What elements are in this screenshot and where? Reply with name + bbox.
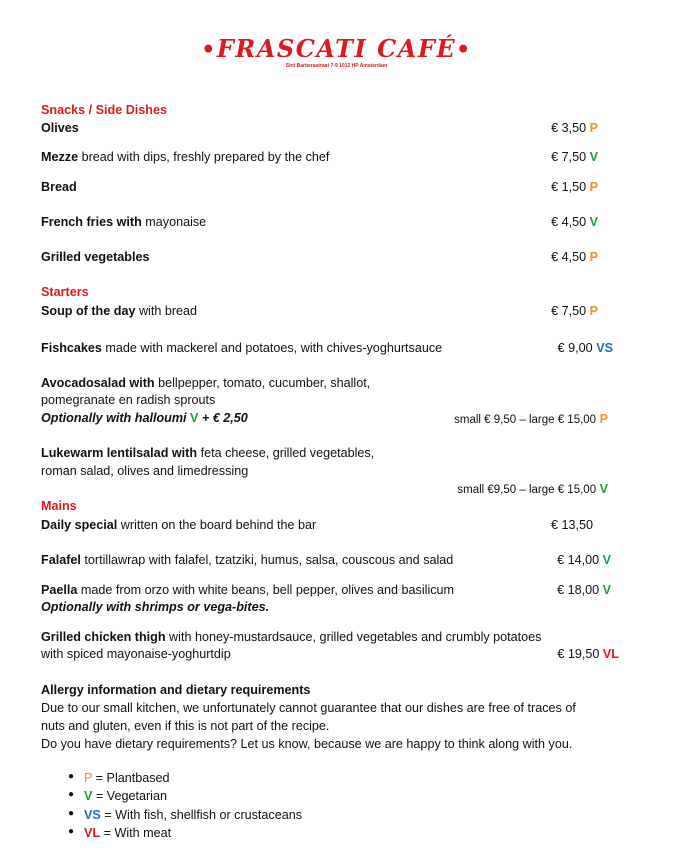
- item-desc: feta cheese, grilled vegetables,: [197, 446, 375, 460]
- item-avocadosalad: [41, 376, 370, 390]
- item-soup: [41, 304, 197, 318]
- price-value: € 14,00: [557, 553, 600, 567]
- diet-tag: P: [589, 121, 598, 135]
- price-value: € 4,50: [551, 250, 587, 264]
- item-lentilsalad-line2: roman salad, olives and limedressing: [41, 464, 249, 478]
- item-name: Soup of the day: [41, 304, 136, 318]
- item-grilled-vegetables: [41, 250, 150, 264]
- item-fries: [41, 215, 206, 229]
- legend-text: = Vegetarian: [92, 789, 167, 803]
- item-bread: [41, 180, 77, 194]
- item-name: Lukewarm lentilsalad with: [41, 446, 198, 460]
- logo-text: FRASCATI CAFÉ: [216, 34, 457, 63]
- diet-tag: VS: [596, 341, 613, 355]
- section-starters: Starters: [41, 285, 89, 299]
- item-name: Grilled vegetables: [41, 250, 150, 264]
- price-value: € 1,50: [551, 180, 587, 194]
- legend-code: VS: [84, 808, 101, 822]
- price-falafel: [557, 553, 611, 567]
- allergy-line-3: Do you have dietary requirements? Let us know, because we are happy to think along with you.: [41, 737, 573, 751]
- price-value: small €9,50 – large € 15,00: [457, 484, 597, 496]
- price-value: € 18,00: [557, 583, 600, 597]
- price-lentilsalad: [457, 482, 608, 496]
- item-desc: mayonaise: [141, 215, 207, 229]
- item-name: Avocadosalad with: [41, 376, 155, 390]
- legend-code: P: [84, 771, 93, 785]
- section-mains: Mains: [41, 499, 77, 513]
- diet-tag: V: [589, 150, 598, 164]
- legend-plantbased: [68, 771, 170, 785]
- cafe-address: Sint Barberastraat 7-9 1012 HP Amsterdam: [285, 63, 388, 69]
- diet-tag: P: [589, 304, 598, 318]
- item-name: Fishcakes: [41, 341, 102, 355]
- item-paella-option: Optionally with shrimps or vega-bites.: [41, 600, 270, 614]
- item-desc: with bread: [135, 304, 198, 318]
- legend-code: V: [84, 789, 93, 803]
- price-bread: [551, 180, 598, 194]
- price-value: € 3,50: [551, 121, 587, 135]
- legend-text: = Plantbased: [92, 771, 170, 785]
- legend-meat: [68, 826, 172, 840]
- item-avocadosalad-line2: pomegranate en radish sprouts: [41, 393, 216, 407]
- price-avocadosalad: [454, 412, 608, 426]
- legend-text: = With fish, shellfish or crustaceans: [100, 808, 303, 822]
- item-name: Falafel: [41, 553, 81, 567]
- price-chicken-thigh: [557, 647, 619, 661]
- item-name: Daily special: [41, 518, 118, 532]
- allergy-line-2: nuts and gluten, even if this is not part of the recipe.: [41, 719, 330, 733]
- price-daily-special: [551, 518, 593, 532]
- option-price: + € 2,50: [198, 411, 248, 425]
- price-value: € 7,50: [551, 304, 587, 318]
- item-lentilsalad: [41, 446, 374, 460]
- price-value: € 7,50: [551, 150, 587, 164]
- item-falafel: [41, 553, 453, 567]
- price-mezze: [551, 150, 598, 164]
- item-fishcakes: [41, 341, 442, 355]
- item-chicken-thigh: [41, 630, 541, 644]
- price-grilled-vegetables: [551, 250, 598, 264]
- diet-tag: V: [602, 553, 611, 567]
- diet-tag: P: [599, 412, 608, 426]
- item-desc: with honey-mustardsauce, grilled vegetables and crumbly potatoes: [165, 630, 542, 644]
- allergy-line-1: Due to our small kitchen, we unfortunately cannot guarantee that our dishes are free of traces of: [41, 701, 576, 715]
- bullet-icon: ●: [68, 789, 75, 800]
- item-avocadosalad-option: [41, 411, 248, 425]
- price-fishcakes: [558, 341, 613, 355]
- bullet-icon: ●: [68, 826, 75, 837]
- item-daily-special: [41, 518, 316, 532]
- price-value: € 13,50: [550, 518, 593, 532]
- price-paella: [557, 583, 611, 597]
- diet-tag: V: [602, 583, 611, 597]
- diet-tag: VL: [602, 647, 619, 661]
- legend-vegetarian: [68, 789, 167, 803]
- allergy-title: Allergy information and dietary requirements: [41, 683, 311, 697]
- legend-text: = With meat: [100, 826, 172, 840]
- item-mezze: [41, 150, 329, 164]
- item-desc: tortillawrap with falafel, tzatziki, humus, salsa, couscous and salad: [80, 553, 454, 567]
- item-desc: bellpepper, tomato, cucumber, shallot,: [154, 376, 371, 390]
- item-olives: [41, 121, 79, 135]
- price-value: € 4,50: [551, 215, 587, 229]
- item-name: Olives: [41, 121, 79, 135]
- price-fries: [551, 215, 598, 229]
- price-value: small € 9,50 – large € 15,00: [454, 414, 597, 426]
- item-paella: [41, 583, 454, 597]
- price-soup: [551, 304, 598, 318]
- diet-tag: V: [589, 215, 598, 229]
- cafe-logo: [0, 34, 673, 63]
- item-chicken-thigh-line2: with spiced mayonaise-yoghurtdip: [41, 647, 231, 661]
- item-name: French fries with: [41, 215, 142, 229]
- bullet-icon: ●: [68, 771, 75, 782]
- price-value: € 9,00: [557, 341, 593, 355]
- option-text: Optionally with halloumi: [41, 411, 187, 425]
- item-name: Grilled chicken thigh: [41, 630, 166, 644]
- legend-fish: [68, 808, 303, 822]
- diet-tag: V: [599, 482, 608, 496]
- item-desc: made with mackerel and potatoes, with chives-yoghurtsauce: [101, 341, 443, 355]
- logo-dot-right: •: [456, 37, 472, 63]
- bullet-icon: ●: [68, 808, 75, 819]
- item-name: Mezze: [41, 150, 79, 164]
- item-name: Paella: [41, 583, 78, 597]
- item-desc: made from orzo with white beans, bell pepper, olives and basilicum: [77, 583, 455, 597]
- item-desc: bread with dips, freshly prepared by the chef: [78, 150, 330, 164]
- diet-tag: V: [190, 411, 199, 425]
- item-desc: written on the board behind the bar: [117, 518, 317, 532]
- diet-tag: P: [589, 250, 598, 264]
- item-name: Bread: [41, 180, 77, 194]
- logo-dot-left: •: [201, 37, 217, 63]
- price-olives: [551, 121, 598, 135]
- price-value: € 19,50: [557, 647, 600, 661]
- legend-code: VL: [84, 826, 101, 840]
- section-snacks: Snacks / Side Dishes: [41, 103, 167, 117]
- diet-tag: P: [589, 180, 598, 194]
